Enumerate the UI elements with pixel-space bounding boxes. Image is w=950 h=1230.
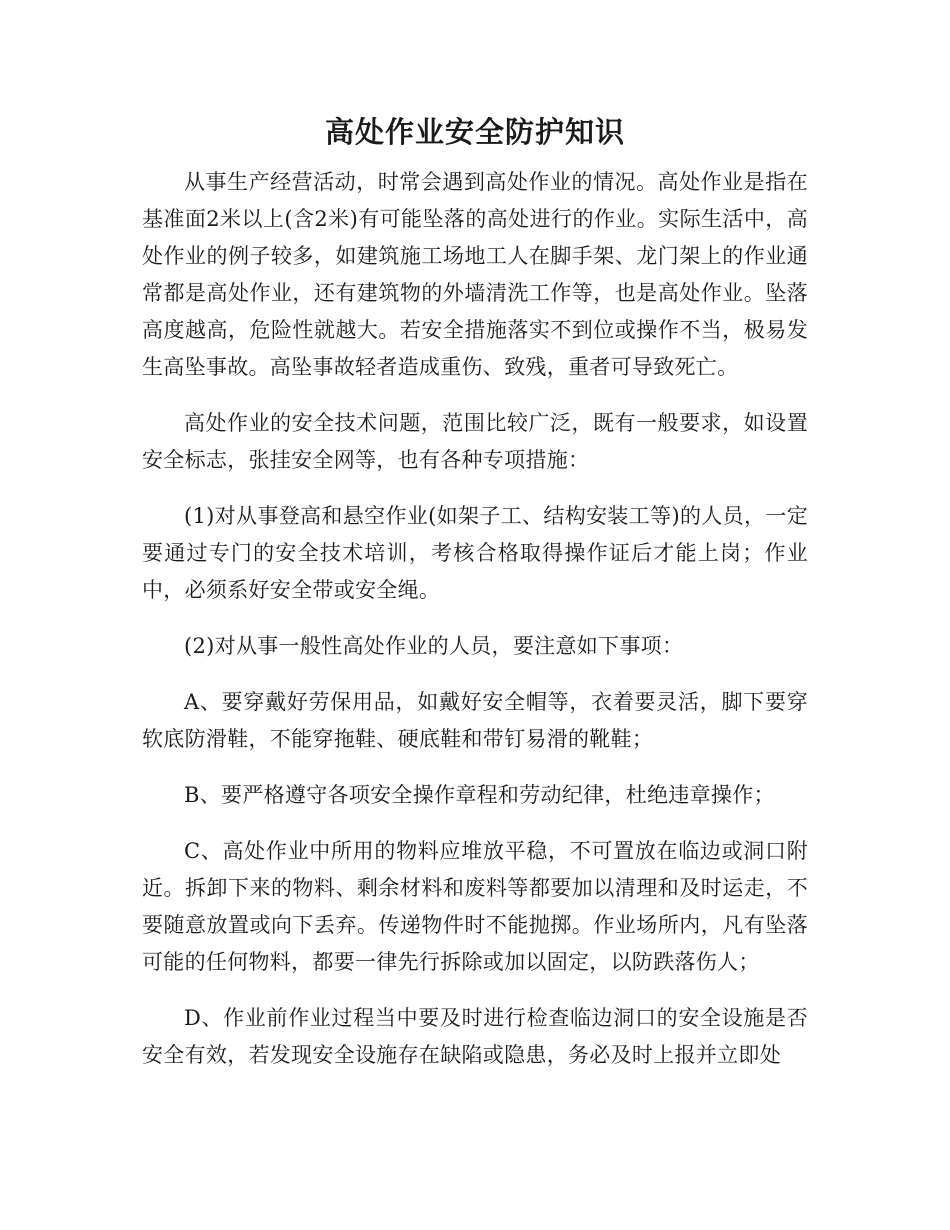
paragraph-intro: 从事生产经营活动，时常会遇到高处作业的情况。高处作业是指在基准面2米以上(含2米)有可能坠落的高处进行的作业。实际生活中，高处作业的例子较多，如建筑施工场地工人在脚手架、龙门架上的作业通常都是高处作业，还有建筑物的外墙清洗工作等，也是高处作业。坠落高度越高，危险性就越大。若安全措施落实不到位或操作不当，极易发生高坠事故。高坠事故轻者造成重伤、致残，重者可导致死亡。 [142,170,808,379]
paragraph-item-c: C、高处作业中所用的物料应堆放平稳，不可置放在临边或洞口附近。拆卸下来的物料、剩余材料和废料等都要加以清理和及时运走，不要随意放置或向下丢弃。传递物件时不能抛掷。作业场所内，凡有坠落可能的任何物料，都要一律先行拆除或加以固定，以防跌落伤人； [142,839,808,974]
paragraph-item-2: (2)对从事一般性高处作业的人员，要注意如下事项： [184,634,684,658]
paragraph-item-a: A、要穿戴好劳保用品，如戴好安全帽等，衣着要灵活，脚下要穿软底防滑鞋，不能穿拖鞋、硬底鞋和带钉易滑的靴鞋； [142,690,808,751]
paragraph-item-b: B、要严格遵守各项安全操作章程和劳动纪律，杜绝违章操作； [184,783,775,807]
paragraph-item-d: D、作业前作业过程当中要及时进行检查临边洞口的安全设施是否安全有效，若发现安全设施存在缺陷或隐患，务必及时上报并立即处 [142,1006,808,1067]
document-body [142,164,808,1093]
paragraph-scope: 高处作业的安全技术问题，范围比较广泛，既有一般要求，如设置安全标志，张挂安全网等，也有各种专项措施： [142,411,808,472]
document-title: 高处作业安全防护知识 [324,115,625,149]
paragraph-item-1: (1)对从事登高和悬空作业(如架子工、结构安装工等)的人员，一定要通过专门的安全技术培训，考核合格取得操作证后才能上岗；作业中，必须系好安全带或安全绳。 [142,504,808,602]
